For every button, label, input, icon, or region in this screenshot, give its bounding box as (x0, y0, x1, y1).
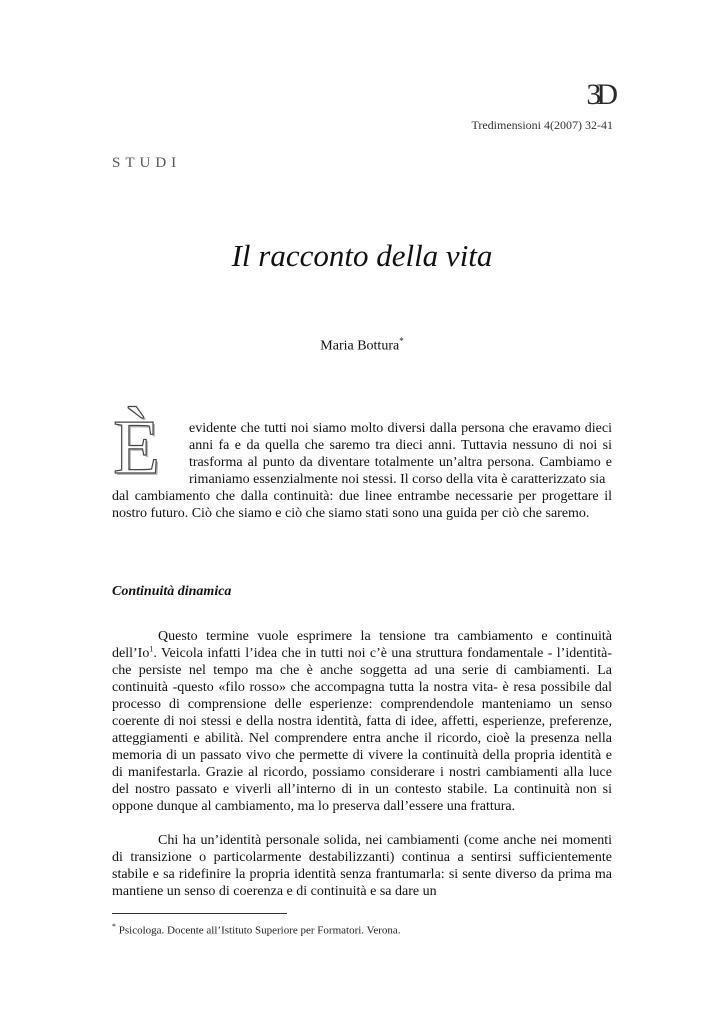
journal-logo: 3D (586, 78, 613, 111)
paragraph-1-text-a: Questo termine vuole esprimere la tensione tra cambiamento e continuità dell’Io (112, 629, 612, 661)
footnote-divider (112, 913, 287, 914)
body-paragraph-2 (112, 832, 612, 900)
section-label: STUDI (112, 155, 182, 171)
intro-paragraph-rest: dal cambiamento che dalla continuità: due linee entrambe necessarie per progettare il nostro futuro. Ciò che siamo e ciò che siamo stati sono una guida per ciò che saremo. (112, 489, 612, 521)
author-line (0, 336, 724, 355)
journal-reference: Tredimensioni 4(2007) 32-41 (471, 118, 613, 132)
paragraph-1-text-b: . Veicola infatti l’idea che in tutti noi c’è una struttura fondamentale - l’identità- che persiste nel tempo ma che è anche soggetta ad una serie di cambiamenti. La continuità -questo «filo rosso» che accompagna tutta la nostra vita- è resa possibile dal processo di comprensione delle esperienze: comprendendole manteniamo un senso coerente di noi stessi e della nostra identità, fatta di idee, affetti, esperienze, preferenze, atteggiamenti e abilità. Nel comprendere entra anche il ricordo, cioè la presenza nella memoria di un passato vivo che permette di vivere la continuità della propria identità e di manifestarla. Grazie al ricordo, possiamo considerare i nostri cambiamenti alla luce del nostro passato e viverli all’interno di in un contesto stabile. La continuità non si oppone dunque al cambiamento, ma lo preserva dall’essere una frattura. (112, 646, 612, 814)
footnote (112, 922, 401, 937)
drop-cap: È (113, 404, 161, 490)
paragraph-2-text: Chi ha un’identità personale solida, nei cambiamenti (come anche nei momenti di transizione o particolarmente destabilizzanti) continua a sentirsi sufficientemente stabile e sa ridefinire la propria identità senza frantumarla: si sente diverso da prima ma mantiene un senso di coerenza e di continuità e sa dare un (112, 833, 612, 899)
section-heading: Continuità dinamica (112, 584, 232, 599)
footnote-ref-1: 1 (149, 644, 154, 654)
footnote-text: Psicologa. Docente all’Istituto Superiore per Formatori. Verona. (118, 924, 401, 937)
author-name: Maria Bottura (320, 338, 400, 354)
author-footnote-mark: * (399, 336, 404, 346)
footnote-mark: * (112, 922, 116, 931)
article-title: Il racconto della vita (231, 238, 493, 273)
intro-paragraph-indented: evidente che tutti noi siamo molto diversi dalla persona che eravamo dieci anni fa e da quella che saremo tra dieci anni. Tuttavia nessuno di noi si trasforma al punto da diventare totalmente un’altra persona. Cambiamo e rimaniamo essenzialmente noi stessi. Il corso della vita è caratterizzato sia (189, 421, 612, 487)
body-paragraph-1 (112, 628, 612, 815)
